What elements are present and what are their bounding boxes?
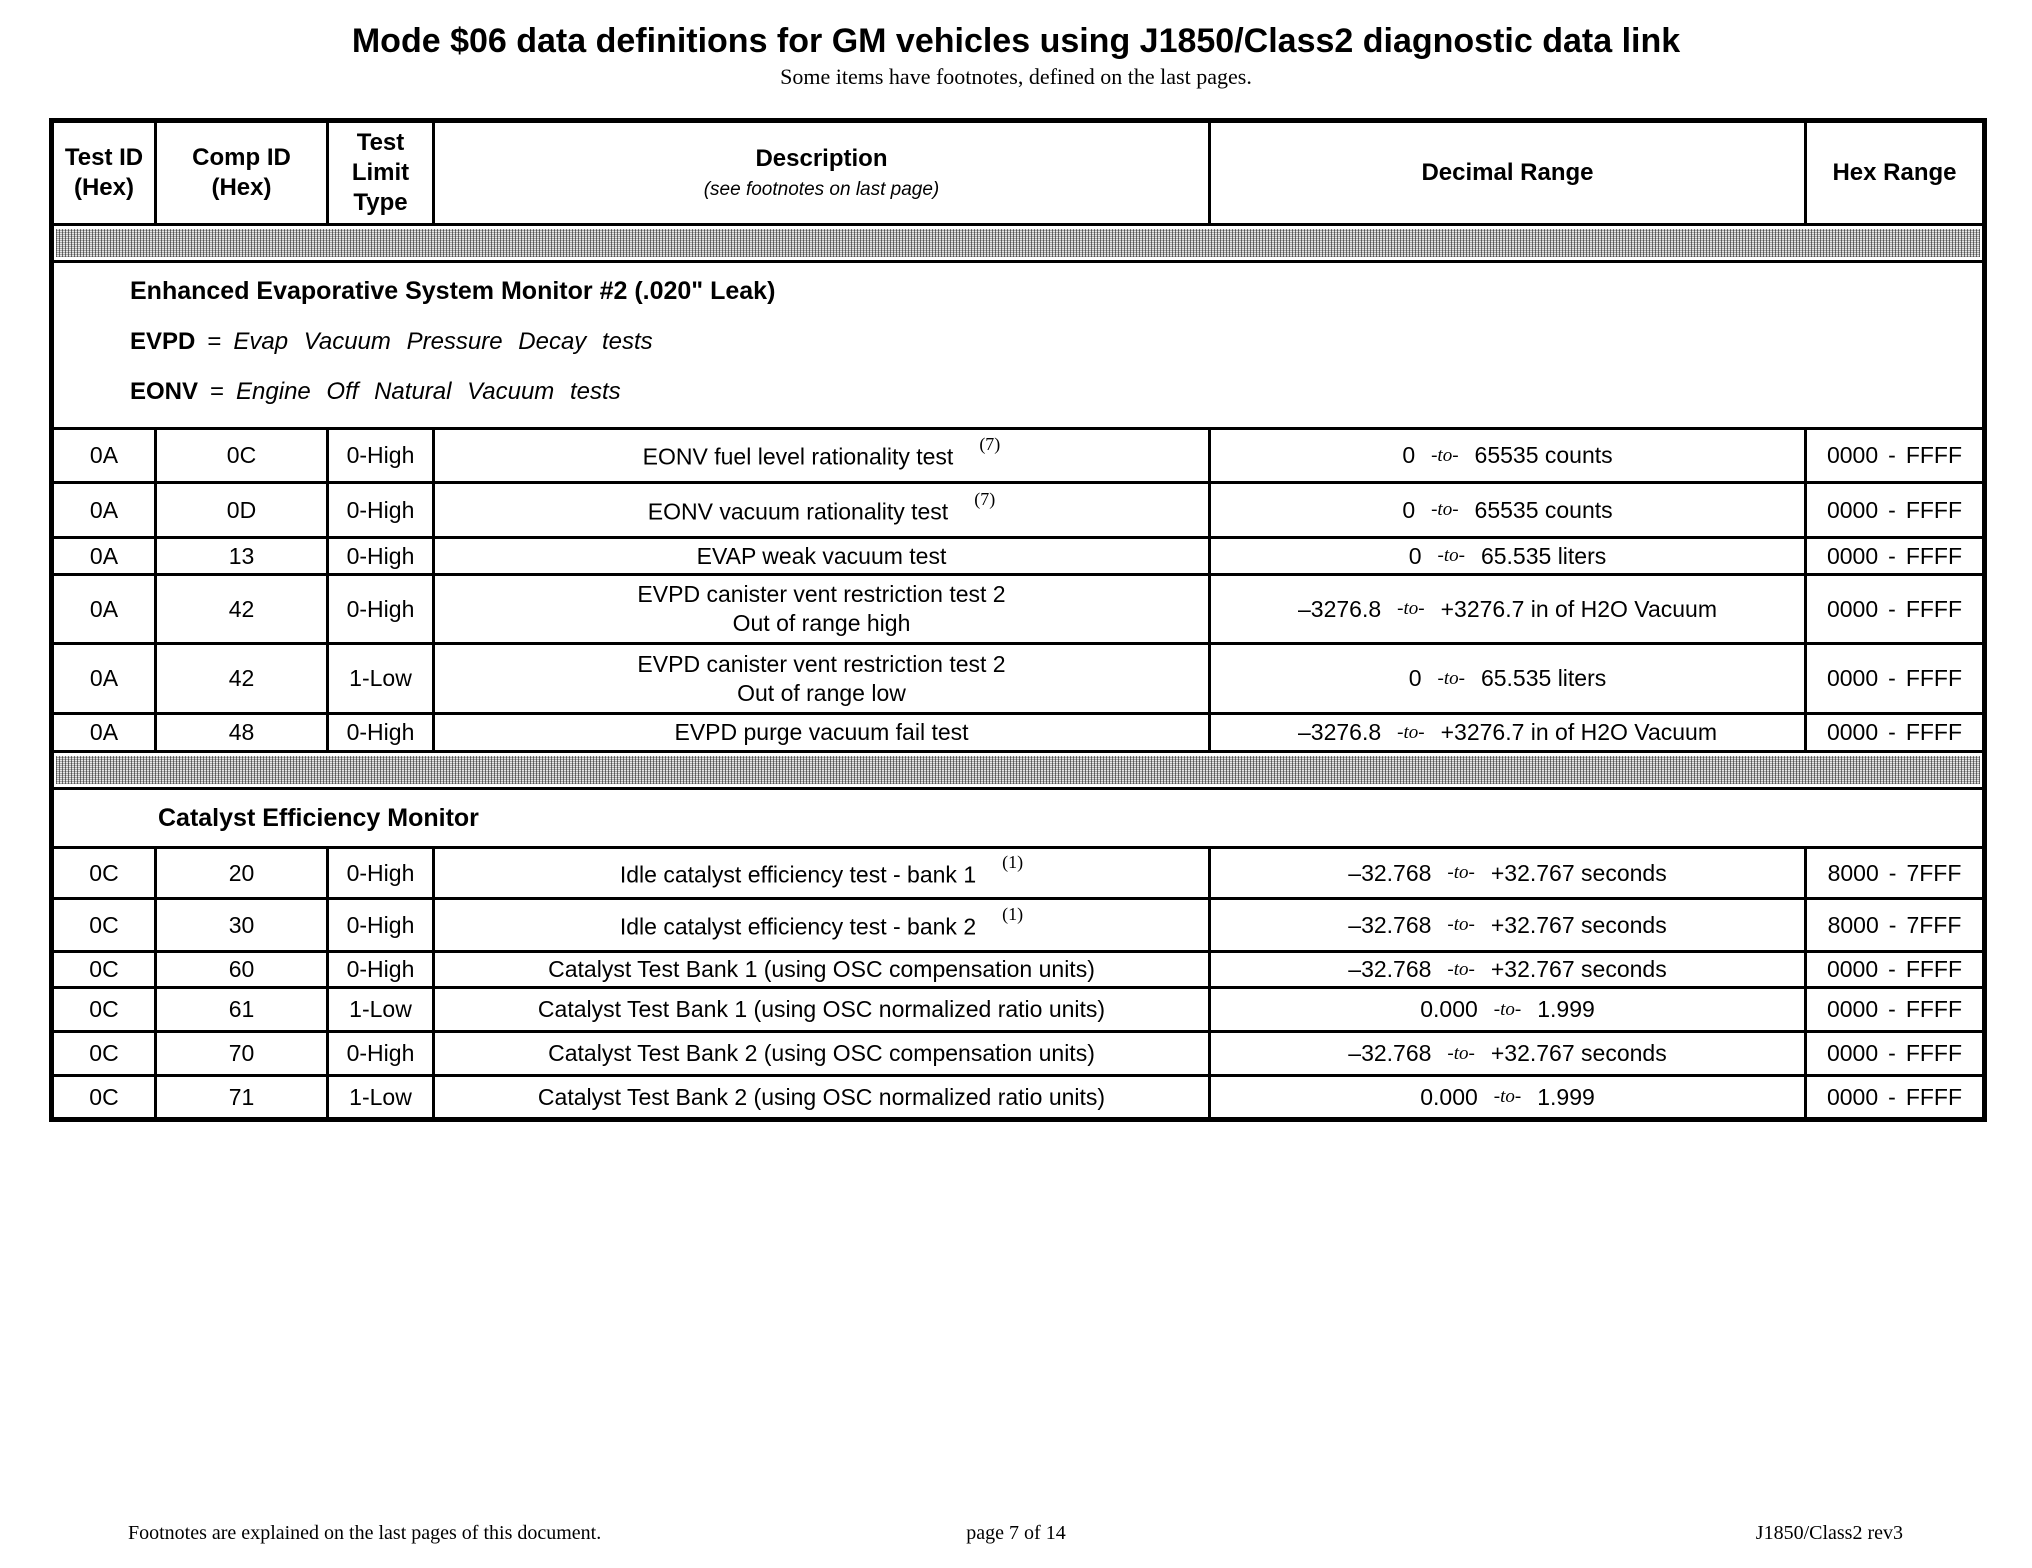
cell-limit-type: 1-Low (326, 645, 432, 712)
decimal-separator: -to- (1431, 444, 1459, 466)
description-text (619, 851, 1024, 889)
section-catalyst (54, 787, 1982, 846)
footnote-marker: (1) (1002, 851, 1024, 872)
hex-separator: - (1888, 859, 1897, 886)
hex-separator: - (1888, 996, 1896, 1022)
hex-low: 0000 (1826, 1040, 1879, 1066)
decimal-high: +3276.7 in of H2O Vacuum (1440, 595, 1717, 622)
cell-limit-type: 0-High (326, 1033, 432, 1074)
table-row (54, 1074, 1982, 1117)
header-comp-id-line2: (Hex) (211, 174, 272, 201)
cell-test-id: 0A (89, 542, 119, 569)
decimal-low: 0 (1408, 542, 1422, 569)
hex-high: FFFF (1905, 719, 1963, 745)
decimal-high: 1.999 (1537, 1083, 1595, 1110)
cell-decimal-range (1208, 576, 1804, 642)
section-title: Enhanced Evaporative System Monitor #2 (.020" Leak) (130, 277, 776, 305)
cell-test-id: 0A (89, 719, 119, 745)
footer-doc-revision: J1850/Class2 rev3 (1755, 1522, 1903, 1544)
cell-hex-range (1804, 576, 1982, 642)
decimal-separator: -to- (1437, 545, 1465, 566)
hex-separator: - (1888, 911, 1897, 938)
cell-description (432, 900, 1208, 950)
decimal-low: 0 (1402, 442, 1416, 468)
header-test-id-line1: Test ID (64, 144, 144, 171)
decimal-high: 65535 counts (1474, 442, 1613, 468)
footnote-marker: (7) (974, 488, 996, 509)
cell-limit-type: 0-High (326, 430, 432, 481)
decimal-high: 1.999 (1537, 996, 1595, 1022)
decimal-low: –3276.8 (1298, 595, 1382, 622)
cell-hex-range (1804, 430, 1982, 481)
hex-high: FFFF (1905, 442, 1963, 468)
description-text (548, 955, 1095, 984)
table-row (54, 712, 1982, 750)
description-main: EONV fuel level rationality test (642, 443, 954, 470)
definition-equals: = (207, 328, 222, 355)
footnote-marker: (7) (979, 434, 1001, 455)
description-text (642, 434, 1001, 471)
footer-page-number: page 7 of 14 (966, 1522, 1066, 1544)
cell-test-id: 0C (89, 859, 119, 886)
cell-description (432, 539, 1208, 573)
header-limit-line2: Limit (351, 159, 410, 186)
cell-comp-id: 20 (154, 849, 326, 897)
cell-description (432, 576, 1208, 642)
definition-equals: = (210, 378, 225, 405)
hex-high: FFFF (1905, 1040, 1963, 1066)
table-row (54, 986, 1982, 1030)
cell-decimal-range (1208, 1033, 1804, 1074)
cell-test-id: 0A (89, 496, 119, 523)
header-hex-range: Hex Range (1804, 123, 1982, 223)
hex-low: 8000 (1827, 859, 1879, 886)
cell-comp-id: 42 (154, 645, 326, 712)
cell-limit-type: 1-Low (326, 989, 432, 1030)
cell-test-id: 0A (89, 665, 119, 691)
table-row (54, 536, 1982, 573)
hex-high: FFFF (1905, 542, 1963, 569)
table-row (54, 573, 1982, 642)
section-title: Catalyst Efficiency Monitor (158, 803, 479, 832)
hex-separator: - (1888, 1083, 1896, 1110)
decimal-separator: -to- (1447, 862, 1475, 883)
cell-description (432, 849, 1208, 897)
description-main: Catalyst Test Bank 2 (using OSC compensation units) (548, 1040, 1095, 1067)
table-row (54, 427, 1982, 481)
description-text (647, 488, 996, 526)
description-main: Idle catalyst efficiency test - bank 1 (619, 861, 977, 888)
decimal-high: 65535 counts (1474, 496, 1613, 523)
page-subtitle: Some items have footnotes, defined on the last pages. (780, 64, 1252, 89)
header-limit-line1: Test (356, 129, 405, 156)
cell-description (432, 645, 1208, 712)
decimal-low: 0 (1408, 665, 1422, 691)
decimal-separator: -to- (1437, 667, 1465, 689)
hex-low: 0000 (1826, 956, 1879, 982)
hex-separator: - (1888, 442, 1896, 468)
cell-comp-id: 13 (154, 539, 326, 573)
cell-description (432, 715, 1208, 750)
decimal-separator: -to- (1447, 958, 1475, 980)
header-test-id-line2: (Hex) (73, 174, 134, 201)
cell-hex-range (1804, 484, 1982, 536)
decimal-separator: -to- (1493, 998, 1522, 1020)
definition-abbr: EVPD (130, 328, 196, 355)
cell-comp-id: 61 (154, 989, 326, 1030)
cell-comp-id: 60 (154, 953, 326, 986)
table-row (54, 481, 1982, 536)
table-row (54, 1030, 1982, 1074)
hex-low: 0000 (1826, 496, 1879, 523)
description-text (548, 1039, 1095, 1068)
page-title: Mode $06 data definitions for GM vehicles using J1850/Class2 diagnostic data link (351, 22, 1681, 60)
cell-limit-type: 0-High (326, 576, 432, 642)
description-text (538, 1083, 1105, 1112)
hex-separator: - (1888, 956, 1896, 982)
decimal-separator: -to- (1447, 1042, 1475, 1064)
cell-decimal-range (1208, 989, 1804, 1030)
description-text (538, 995, 1105, 1024)
cell-hex-range (1804, 645, 1982, 712)
hatch-pattern (56, 756, 1980, 784)
hex-high: 7FFF (1906, 911, 1962, 938)
description-line2: Out of range low (737, 679, 906, 706)
hex-low: 0000 (1826, 442, 1879, 468)
hex-high: FFFF (1905, 665, 1963, 691)
cell-limit-type: 0-High (326, 715, 432, 750)
description-main: EVAP weak vacuum test (696, 542, 947, 569)
cell-test-id: 0C (89, 1083, 119, 1110)
cell-decimal-range (1208, 1077, 1804, 1117)
cell-description (432, 1033, 1208, 1074)
hex-high: FFFF (1905, 496, 1963, 523)
hex-high: 7FFF (1906, 859, 1962, 886)
decimal-low: 0.000 (1420, 1083, 1478, 1110)
decimal-low: –3276.8 (1298, 719, 1382, 745)
cell-test-id: 0C (89, 996, 119, 1022)
decimal-separator: -to- (1397, 721, 1425, 743)
cell-comp-id: 30 (154, 900, 326, 950)
decimal-separator: -to- (1397, 598, 1425, 619)
cell-test-id: 0A (89, 442, 119, 468)
definition-eonv (130, 378, 1982, 406)
cell-comp-id: 48 (154, 715, 326, 750)
separator-band (54, 750, 1982, 787)
cell-description (432, 1077, 1208, 1117)
cell-description (432, 484, 1208, 536)
header-description (432, 123, 1208, 223)
cell-decimal-range (1208, 849, 1804, 897)
cell-limit-type: 0-High (326, 900, 432, 950)
hex-low: 0000 (1826, 542, 1879, 569)
decimal-low: –32.768 (1348, 956, 1432, 982)
description-text (637, 650, 1005, 679)
description-line2: Out of range high (732, 610, 911, 636)
description-text (674, 718, 968, 747)
description-main: Catalyst Test Bank 1 (using OSC compensation units) (548, 956, 1095, 983)
cell-comp-id: 70 (154, 1033, 326, 1074)
decimal-high: +32.767 seconds (1490, 956, 1667, 982)
cell-hex-range (1804, 989, 1982, 1030)
cell-description (432, 953, 1208, 986)
cell-decimal-range (1208, 900, 1804, 950)
cell-decimal-range (1208, 953, 1804, 986)
description-main: EVPD canister vent restriction test 2 (637, 581, 1006, 608)
cell-hex-range (1804, 715, 1982, 750)
cell-hex-range (1804, 1033, 1982, 1074)
decimal-high: +32.767 seconds (1490, 911, 1667, 938)
decimal-separator: -to- (1431, 499, 1459, 520)
cell-limit-type: 0-High (326, 953, 432, 986)
cell-test-id: 0C (89, 911, 119, 938)
footnote-marker: (1) (1002, 903, 1024, 924)
decimal-low: 0 (1402, 496, 1416, 523)
description-main: EVPD canister vent restriction test 2 (637, 650, 1006, 677)
header-description-note: (see footnotes on last page) (703, 179, 940, 201)
hex-high: FFFF (1905, 1083, 1963, 1110)
hex-separator: - (1888, 665, 1896, 691)
decimal-high: +32.767 seconds (1490, 1040, 1667, 1066)
decimal-low: –32.768 (1348, 911, 1432, 938)
description-main: Idle catalyst efficiency test - bank 2 (619, 913, 977, 940)
section-evap (54, 260, 1982, 427)
hex-separator: - (1888, 1040, 1896, 1066)
cell-decimal-range (1208, 715, 1804, 750)
description-main: EONV vacuum rationality test (647, 498, 949, 525)
hex-low: 0000 (1826, 996, 1879, 1022)
hex-high: FFFF (1905, 595, 1963, 622)
table-row (54, 642, 1982, 712)
definition-text: Engine Off Natural Vacuum tests (236, 378, 621, 405)
header-limit-type (326, 123, 432, 223)
cell-hex-range (1804, 1077, 1982, 1117)
table-header-row (54, 123, 1982, 223)
footer-footnotes-note: Footnotes are explained on the last pages of this document. (128, 1522, 602, 1544)
cell-decimal-range (1208, 645, 1804, 712)
hex-high: FFFF (1905, 996, 1963, 1022)
cell-hex-range (1804, 849, 1982, 897)
decimal-high: +3276.7 in of H2O Vacuum (1440, 719, 1717, 745)
decimal-low: –32.768 (1348, 859, 1432, 886)
cell-hex-range (1804, 900, 1982, 950)
cell-description (432, 989, 1208, 1030)
description-text (697, 542, 947, 571)
cell-hex-range (1804, 539, 1982, 573)
hex-low: 8000 (1827, 911, 1879, 938)
cell-hex-range (1804, 953, 1982, 986)
cell-decimal-range (1208, 484, 1804, 536)
decimal-high: 65.535 liters (1480, 542, 1607, 569)
decimal-high: 65.535 liters (1480, 665, 1607, 691)
cell-test-id: 0A (89, 595, 119, 622)
cell-comp-id: 42 (154, 576, 326, 642)
hex-low: 0000 (1826, 719, 1879, 745)
cell-test-id: 0C (89, 956, 119, 982)
header-description-title: Description (755, 145, 888, 173)
cell-comp-id: 71 (154, 1077, 326, 1117)
cell-limit-type: 1-Low (326, 1077, 432, 1117)
hex-separator: - (1888, 496, 1896, 523)
description-text (637, 580, 1005, 609)
definition-abbr: EONV (130, 378, 199, 405)
cell-description (432, 430, 1208, 481)
table-row (54, 897, 1982, 950)
cell-test-id: 0C (89, 1040, 119, 1066)
definition-text: Evap Vacuum Pressure Decay tests (233, 328, 653, 355)
hex-separator: - (1888, 595, 1896, 622)
hex-separator: - (1888, 719, 1896, 745)
definition-evpd (130, 328, 1982, 356)
cell-decimal-range (1208, 539, 1804, 573)
data-table (49, 118, 1987, 1122)
cell-limit-type: 0-High (326, 849, 432, 897)
description-main: EVPD purge vacuum fail test (674, 719, 969, 746)
header-limit-line3: Type (353, 189, 408, 216)
cell-limit-type: 0-High (326, 484, 432, 536)
decimal-separator: -to- (1447, 914, 1475, 935)
table-row (54, 846, 1982, 897)
decimal-high: +32.767 seconds (1490, 859, 1667, 886)
description-text (619, 903, 1024, 941)
header-comp-id-line1: Comp ID (192, 144, 291, 171)
header-test-id (54, 123, 154, 223)
header-decimal-range: Decimal Range (1208, 123, 1804, 223)
hex-low: 0000 (1826, 1083, 1879, 1110)
hatch-pattern (56, 229, 1980, 257)
description-main: Catalyst Test Bank 1 (using OSC normalized ratio units) (537, 996, 1106, 1023)
cell-comp-id: 0C (154, 430, 326, 481)
hex-low: 0000 (1826, 665, 1879, 691)
hex-high: FFFF (1905, 956, 1963, 982)
decimal-low: –32.768 (1348, 1040, 1432, 1066)
cell-limit-type: 0-High (326, 539, 432, 573)
description-main: Catalyst Test Bank 2 (using OSC normalized ratio units) (537, 1083, 1106, 1110)
hex-separator: - (1888, 542, 1896, 569)
header-comp-id (154, 123, 326, 223)
hex-low: 0000 (1826, 595, 1879, 622)
cell-decimal-range (1208, 430, 1804, 481)
decimal-low: 0.000 (1420, 996, 1478, 1022)
decimal-separator: -to- (1493, 1086, 1522, 1107)
separator-band (54, 223, 1982, 260)
table-row (54, 950, 1982, 986)
cell-comp-id: 0D (154, 484, 326, 536)
